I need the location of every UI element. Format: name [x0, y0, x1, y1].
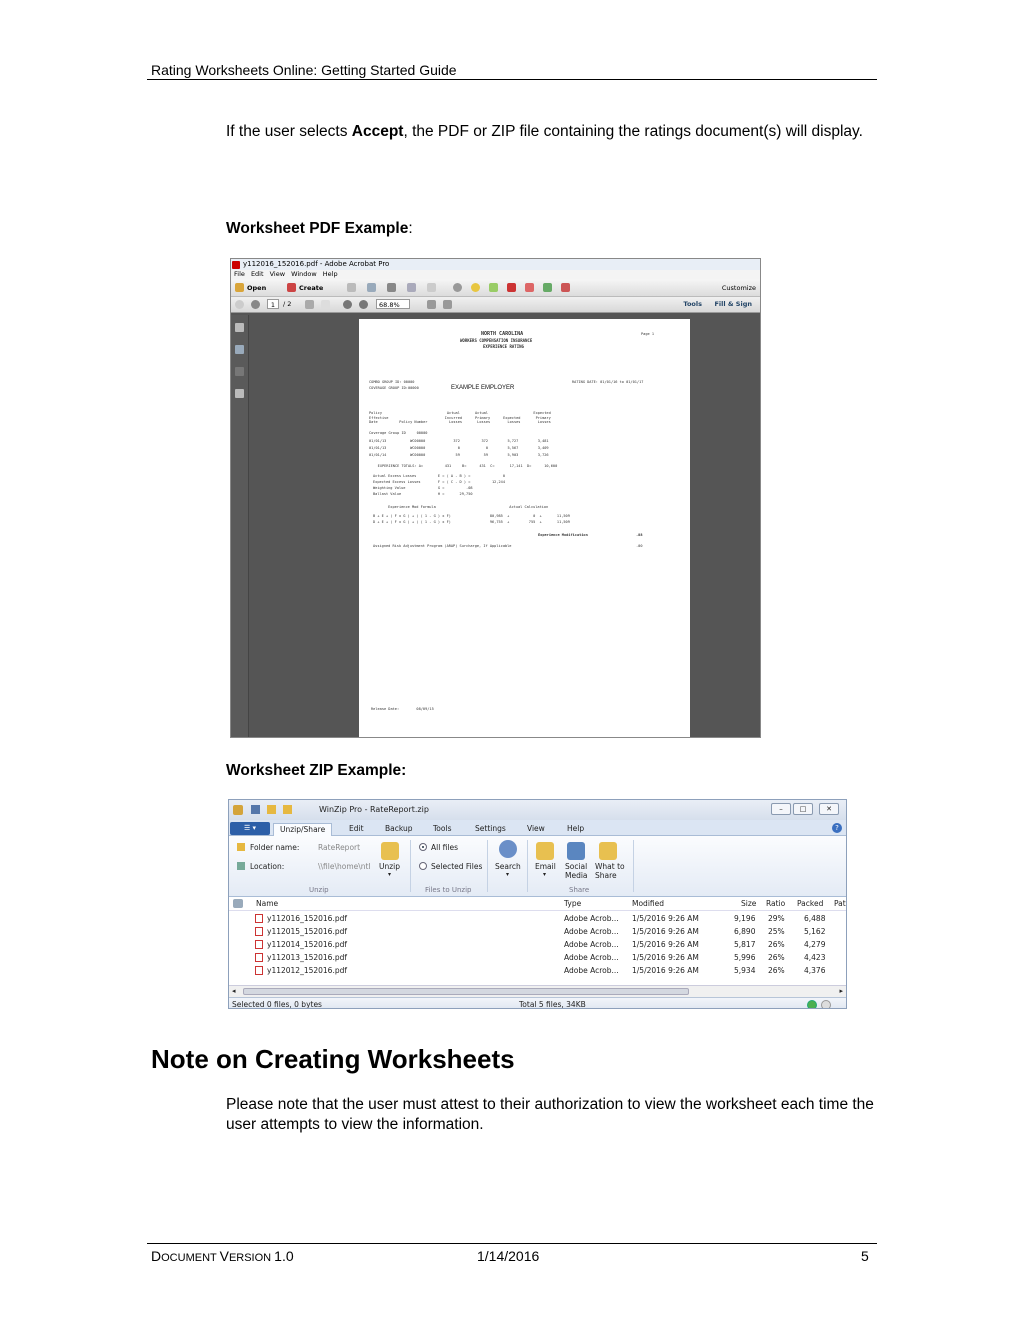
file-ratio: 25%	[768, 927, 785, 936]
fv-v: V	[219, 1248, 229, 1264]
file-row[interactable]	[229, 926, 846, 939]
running-header: Rating Worksheets Online: Getting Started Guide	[151, 62, 457, 78]
pdf-caption-text: Worksheet PDF Example	[226, 220, 409, 237]
signatures-icon[interactable]	[235, 367, 244, 376]
footer-rule	[147, 1243, 877, 1244]
ribbon-tabs	[229, 820, 846, 836]
file-row[interactable]	[229, 913, 846, 926]
col-size[interactable]: Size	[741, 899, 757, 908]
file-name: y112012_152016.pdf	[267, 966, 347, 975]
edit-icon[interactable]	[407, 283, 416, 292]
col-type[interactable]: Type	[564, 899, 582, 908]
what-to-share-icon[interactable]	[599, 842, 617, 860]
open-button[interactable]: Open	[247, 284, 267, 292]
fit-page-icon[interactable]	[443, 300, 452, 309]
file-ratio: 29%	[768, 914, 785, 923]
upload-icon[interactable]	[367, 283, 376, 292]
ribbon-separator	[527, 840, 528, 892]
page-number: 5	[861, 1248, 869, 1264]
navigation-pane	[231, 315, 249, 737]
ws-coverage-group: Coverage Group ID 00000	[369, 431, 428, 435]
acrobat-toolbar	[231, 279, 760, 297]
settings-icon[interactable]	[453, 283, 462, 292]
search-icon[interactable]	[499, 840, 517, 858]
email-icon[interactable]	[536, 842, 554, 860]
col-modified[interactable]: Modified	[632, 899, 665, 908]
scrollbar-thumb[interactable]	[243, 988, 689, 995]
status-bar	[229, 997, 846, 1009]
file-name: y112016_152016.pdf	[267, 914, 347, 923]
review-icon[interactable]	[543, 283, 552, 292]
acrobat-window	[230, 258, 761, 738]
all-files-label: All files	[431, 843, 459, 852]
zip-example-caption: Worksheet ZIP Example:	[226, 762, 407, 779]
tab-edit[interactable]: Edit	[349, 824, 364, 833]
folder-name-value[interactable]: RateReport	[318, 843, 361, 852]
select-tool-icon[interactable]	[305, 300, 314, 309]
file-row[interactable]	[229, 939, 846, 952]
ws-row: 01/01/13 WC00000 0 0 5,567 3,409	[369, 446, 549, 450]
zoom-in-icon[interactable]	[359, 300, 368, 309]
selected-files-radio[interactable]	[419, 862, 427, 870]
ws-page-number: Page 1	[641, 332, 654, 336]
ws-formula: Weighting Value G = .08	[373, 486, 473, 490]
pdf-caption-colon: :	[408, 220, 413, 237]
unzip-button[interactable]: Unzip	[379, 862, 401, 871]
email-dropdown-icon[interactable]: ▾	[543, 871, 547, 878]
tab-tools[interactable]: Tools	[433, 824, 452, 833]
file-modified: 1/5/2016 9:26 AM	[632, 914, 699, 923]
share-icon[interactable]	[525, 283, 534, 292]
file-list	[229, 911, 846, 985]
ws-totals: EXPERIENCE TOTALS: A= 431 B= 431 C= 17,141 D= 10,600	[369, 464, 558, 468]
email-button[interactable]: Email	[535, 862, 556, 871]
ws-row: 01/01/14 WC00000 59 59 5,903 3,726	[369, 453, 549, 457]
tab-unzip-share[interactable]: Unzip/Share	[273, 823, 332, 836]
fill-sign-button[interactable]: Fill & Sign	[714, 300, 752, 308]
pdf-file-icon	[232, 261, 240, 269]
winzip-logo-icon	[233, 805, 243, 815]
file-type: Adobe Acrob...	[564, 940, 619, 949]
file-size: 5,996	[734, 953, 756, 962]
file-type: Adobe Acrob...	[564, 966, 619, 975]
group-unzip-label: Unzip	[309, 886, 329, 894]
acrobat-titlebar	[231, 259, 760, 270]
print-icon[interactable]	[387, 283, 396, 292]
ws-column-headers: Policy Actual Actual Expected Effective Incurred Primary Expected Primary Date Policy Number Losses Losses Losses Losses	[369, 411, 551, 424]
col-packed[interactable]: Packed	[797, 899, 824, 908]
acrobat-title: y112016_152016.pdf - Adobe Acrobat Pro	[243, 260, 390, 268]
page-number-field[interactable]: 1	[267, 299, 279, 309]
file-size: 5,817	[734, 940, 756, 949]
ribbon-separator	[633, 840, 634, 892]
email-icon[interactable]	[427, 283, 436, 292]
bookmarks-icon[interactable]	[235, 345, 244, 354]
customize-button[interactable]: Customize	[721, 284, 756, 292]
scroll-left-icon[interactable]: ◂	[232, 987, 236, 995]
file-type: Adobe Acrob...	[564, 927, 619, 936]
status-selected: Selected 0 files, 0 bytes	[232, 1000, 322, 1009]
status-total: Total 5 files, 34KB	[519, 1000, 586, 1009]
new-zip-icon[interactable]	[267, 805, 276, 814]
pdf-file-icon	[255, 914, 263, 923]
location-label: Location:	[250, 862, 285, 871]
help-icon[interactable]: ?	[832, 823, 842, 833]
social-media-icon[interactable]	[567, 842, 585, 860]
winzip-titlebar	[229, 800, 846, 820]
file-menu-button[interactable]: ☰ ▾	[230, 822, 270, 835]
scroll-right-icon[interactable]: ▸	[839, 987, 843, 995]
winzip-window	[228, 799, 847, 1009]
file-name: y112015_152016.pdf	[267, 927, 347, 936]
document-version	[151, 1248, 294, 1264]
ws-employer: EXAMPLE EMPLOYER	[451, 385, 515, 391]
ws-heading-1: NORTH CAROLINA	[481, 331, 524, 337]
ws-arap-label: Assigned Risk Adjustment Program (ARAP) Surcharge, If Applicable	[373, 544, 512, 548]
hand-tool-icon[interactable]	[321, 300, 330, 309]
file-packed: 6,488	[804, 914, 826, 923]
open-zip-icon[interactable]	[283, 805, 292, 814]
save-icon[interactable]	[251, 805, 260, 814]
forms-icon[interactable]	[561, 283, 570, 292]
pdf-file-icon	[255, 953, 263, 962]
file-type: Adobe Acrob...	[564, 953, 619, 962]
note-paragraph: Please note that the user must attest to their authorization to view the worksheet each time the user attempts to view the information.	[226, 1096, 874, 1133]
ws-combo-id: COMBO GROUP ID: 00000	[369, 380, 415, 384]
page-total: / 2	[283, 300, 292, 308]
ws-mod-label: Experience Modification	[538, 533, 588, 537]
col-path[interactable]: Pat	[834, 899, 846, 908]
file-modified: 1/5/2016 9:26 AM	[632, 940, 699, 949]
location-icon	[237, 862, 245, 870]
attributes-icon[interactable]	[233, 899, 243, 908]
search-button[interactable]: Search	[495, 862, 521, 871]
file-name: y112013_152016.pdf	[267, 953, 347, 962]
tab-view[interactable]: View	[527, 824, 545, 833]
ws-calc-line-1: B + E + ( F x G ) + ( ( 1 - G ) x F) 80,985 + 0 + 11,509	[373, 514, 570, 518]
tab-settings[interactable]: Settings	[475, 824, 506, 833]
file-packed: 4,376	[804, 966, 826, 975]
file-row[interactable]	[229, 965, 846, 978]
file-packed: 5,162	[804, 927, 826, 936]
intro-accept: Accept	[351, 123, 404, 140]
acrobat-menubar[interactable]: File Edit View Window Help	[231, 270, 760, 279]
unzip-dropdown-icon[interactable]: ▾	[388, 871, 392, 878]
ws-formula: Actual Excess Losses E = ( A - B ) = 0	[373, 474, 505, 478]
horizontal-scrollbar[interactable]	[229, 985, 846, 997]
intro-pre: If the user selects	[226, 123, 352, 140]
ws-heading-3: EXPERIENCE RATING	[483, 344, 524, 349]
section-heading: Note on Creating Worksheets	[151, 1044, 515, 1074]
pdf-example-caption	[226, 220, 413, 238]
save-icon[interactable]	[347, 283, 356, 292]
folder-name-label: Folder name:	[250, 843, 300, 852]
col-ratio[interactable]: Ratio	[766, 899, 786, 908]
tab-help[interactable]: Help	[567, 824, 585, 833]
group-files-label: Files to Unzip	[425, 886, 472, 894]
folder-icon	[237, 843, 245, 851]
worksheet-page	[359, 319, 690, 737]
ws-formula: Ballast Value H = 29,750	[373, 492, 473, 496]
ws-mod-value: .88	[636, 533, 643, 537]
intro-post: , the PDF or ZIP file containing the ratings document(s) will display.	[403, 123, 863, 140]
ws-formula: Expected Excess Losses F = ( C - D ) = 12,244	[373, 480, 505, 484]
winzip-title: WinZip Pro - RateReport.zip	[319, 805, 429, 814]
zoom-out-icon[interactable]	[343, 300, 352, 309]
prev-page-icon[interactable]	[235, 300, 244, 309]
ribbon-panel	[229, 836, 846, 897]
file-ratio: 26%	[768, 940, 785, 949]
create-button[interactable]: Create	[299, 284, 324, 292]
pdf-file-icon	[255, 927, 263, 936]
file-ratio: 26%	[768, 953, 785, 962]
fv-ocument: OCUMENT	[161, 1252, 220, 1264]
file-size: 9,196	[734, 914, 756, 923]
encryption-status-icon	[807, 1000, 817, 1009]
ws-arap-value: .00	[636, 544, 643, 548]
tools-button[interactable]: Tools	[683, 300, 702, 308]
ws-calc-line-2: D + E + ( F x G ) + ( ( 1 - G ) x F) 96,755 + 755 + 11,509	[373, 520, 570, 524]
pages-panel-icon[interactable]	[235, 323, 244, 332]
create-pdf-icon	[287, 283, 296, 292]
pdf-file-icon	[255, 940, 263, 949]
social-media-button[interactable]: Social Media	[565, 862, 588, 880]
header-rule	[147, 79, 877, 80]
pdf-file-icon	[255, 966, 263, 975]
file-type: Adobe Acrob...	[564, 914, 619, 923]
file-modified: 1/5/2016 9:26 AM	[632, 966, 699, 975]
search-dropdown-icon[interactable]: ▾	[506, 871, 510, 878]
acrobat-navbar	[231, 297, 760, 313]
ribbon-separator	[410, 840, 411, 892]
ws-calc-header: Experience Mod Formula Actual Calculation	[373, 505, 549, 509]
group-share-label: Share	[569, 886, 590, 894]
fv-ersion: ERSION	[228, 1252, 275, 1264]
close-button[interactable]: ✕	[819, 803, 839, 815]
file-name: y112014_152016.pdf	[267, 940, 347, 949]
next-page-icon[interactable]	[251, 300, 260, 309]
ws-release-date: Release Date: 08/09/15	[371, 707, 434, 711]
zoom-field[interactable]: 68.8%	[376, 299, 410, 309]
file-size: 6,890	[734, 927, 756, 936]
comment-icon[interactable]	[471, 283, 480, 292]
all-files-radio[interactable]	[419, 843, 427, 851]
intro-paragraph	[226, 122, 876, 142]
file-packed: 4,279	[804, 940, 826, 949]
file-modified: 1/5/2016 9:26 AM	[632, 953, 699, 962]
minimize-button[interactable]: –	[771, 803, 791, 815]
highlight-icon[interactable]	[489, 283, 498, 292]
ribbon-separator	[487, 840, 488, 892]
footer-date: 1/14/2016	[477, 1248, 540, 1264]
file-row[interactable]	[229, 952, 846, 965]
file-packed: 4,423	[804, 953, 826, 962]
fit-width-icon[interactable]	[427, 300, 436, 309]
fv-d: D	[151, 1248, 162, 1264]
file-ratio: 26%	[768, 966, 785, 975]
attachments-icon[interactable]	[235, 389, 244, 398]
file-modified: 1/5/2016 9:26 AM	[632, 927, 699, 936]
open-folder-icon	[235, 283, 244, 292]
tab-backup[interactable]: Backup	[385, 824, 413, 833]
file-size: 5,934	[734, 966, 756, 975]
unzip-icon[interactable]	[381, 842, 399, 860]
ws-heading-2: WORKERS COMPENSATION INSURANCE	[460, 338, 533, 343]
selected-files-label: Selected Files	[431, 862, 483, 871]
file-list-header	[229, 897, 846, 911]
status-indicator-icon	[821, 1000, 831, 1009]
ws-row: 01/01/13 WC00000 372 372 5,727 3,481	[369, 439, 549, 443]
location-value[interactable]: \\file\home\ntl	[318, 862, 371, 871]
col-name[interactable]: Name	[256, 899, 279, 908]
maximize-button[interactable]: □	[793, 803, 813, 815]
sign-icon[interactable]	[507, 283, 516, 292]
ws-coverage-id: COVERAGE GROUP ID:00000	[369, 386, 419, 390]
ws-rating-date: RATING DATE: 01/01/16 to 01/01/17	[572, 380, 644, 384]
what-to-share-button[interactable]: What to Share	[595, 862, 625, 880]
fv-num: 1.0	[274, 1248, 294, 1264]
